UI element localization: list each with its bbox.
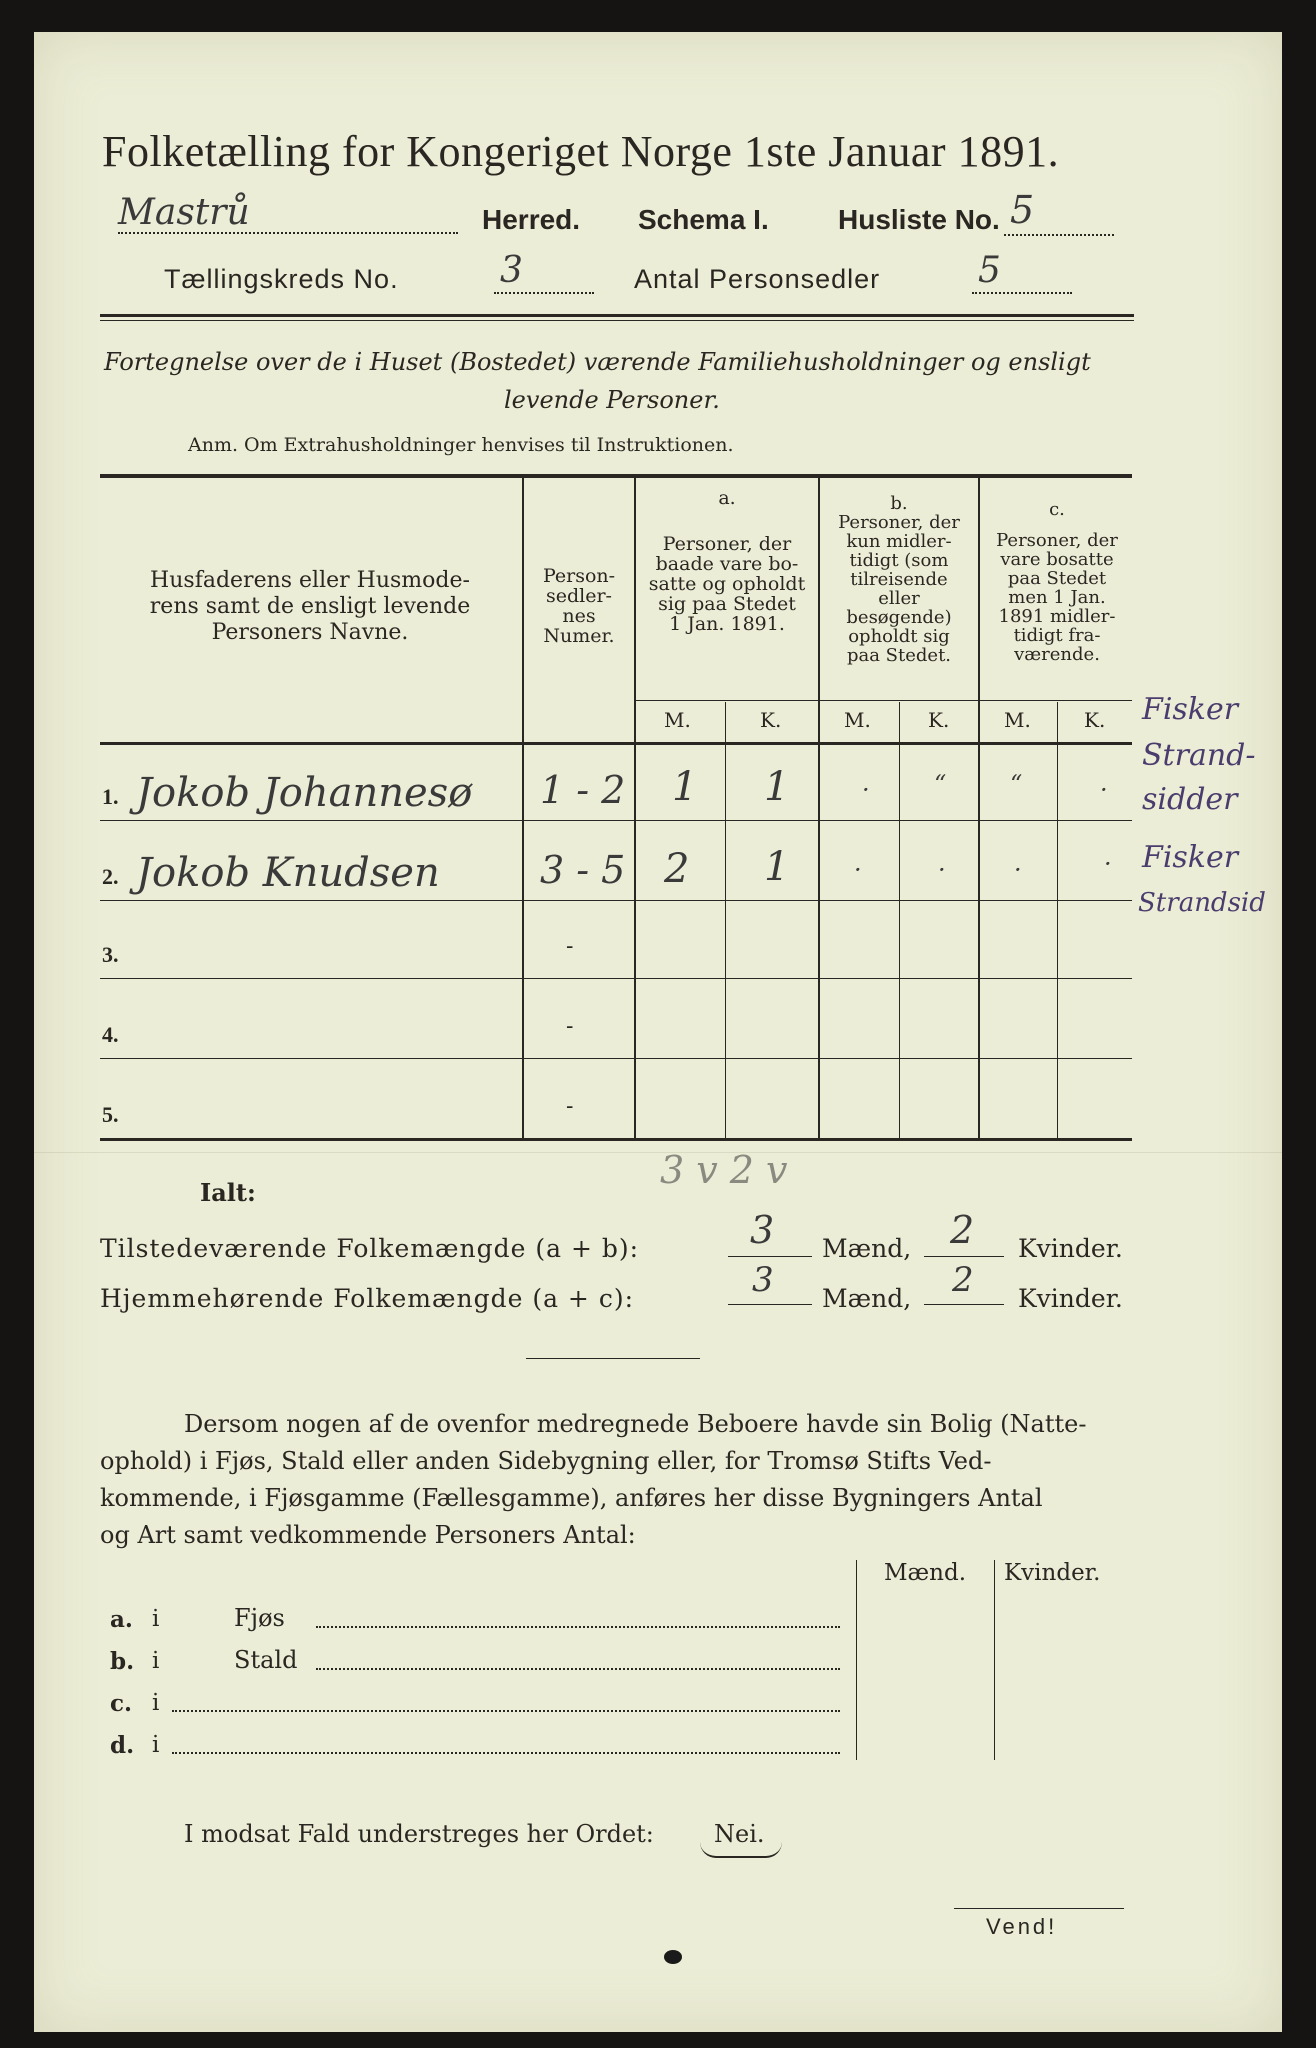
col-name-line: Personers Navne.	[211, 620, 409, 645]
col-num-line: sedler-	[546, 585, 612, 607]
herred-dots	[118, 232, 458, 234]
col-b-line: kun midler-	[846, 531, 952, 552]
margin-note: sidder	[1142, 782, 1238, 817]
item-i: i	[152, 1648, 160, 1674]
mk-header: M.	[844, 708, 871, 732]
vend-rule	[954, 1908, 1124, 1909]
col-divider-4	[978, 478, 980, 1138]
buildings-divider-2	[994, 1560, 995, 1760]
col-num-header	[526, 566, 632, 646]
col-name-header	[118, 568, 502, 646]
item-letter: c.	[110, 1690, 133, 1717]
col-b-line: Personer, der	[838, 512, 960, 533]
margin-note: Fisker	[1142, 692, 1239, 727]
col-c-header	[982, 500, 1132, 664]
col-c-line: værende.	[1014, 644, 1100, 665]
margin-note: Strand-	[1142, 738, 1256, 773]
col-b-line: paa Stedet.	[846, 645, 952, 666]
buildings-paragraph	[100, 1406, 1086, 1554]
margin-note: Strandsid	[1138, 888, 1266, 918]
col-num-line: nes	[562, 605, 596, 627]
item-i: i	[152, 1732, 160, 1758]
row-number: 4.	[102, 1022, 119, 1047]
item-i: i	[152, 1606, 160, 1632]
cell-a-k: 1	[764, 844, 790, 890]
col-c-line: men 1 Jan.	[1008, 587, 1106, 608]
row-number: 2.	[102, 864, 119, 889]
mk-header: K.	[760, 708, 782, 732]
anm-note: Anm. Om Extrahusholdninger henvises til Instruktionen.	[188, 434, 734, 456]
row-rule	[100, 820, 1132, 821]
col-a-letter: a.	[718, 487, 736, 509]
col-divider-2	[634, 478, 636, 1138]
col-divider-c	[1057, 702, 1058, 1138]
row-person-numbers: 3 - 5	[540, 848, 626, 892]
row-rule	[100, 978, 1132, 979]
census-form	[34, 32, 1282, 2032]
row-number: 3.	[102, 942, 119, 967]
col-c-line: paa Stedet	[1007, 568, 1107, 589]
separator-rule	[526, 1358, 700, 1359]
cell-c-m: ·	[1014, 856, 1022, 884]
col-b-letter: b.	[890, 493, 908, 514]
row-name: Jokob Johannesø	[136, 770, 473, 816]
row-name: Jokob Knudsen	[136, 850, 440, 896]
col-a-line: sig paa Stedet	[658, 593, 796, 615]
col-a-line: 1 Jan. 1891.	[669, 613, 785, 635]
kvinder-label: Kvinder.	[1018, 1284, 1123, 1313]
buildings-divider-1	[856, 1560, 857, 1760]
item-letter: a.	[110, 1606, 133, 1633]
col-name-line: Husfaderens eller Husmode-	[150, 568, 470, 593]
col-divider-3	[818, 478, 820, 1138]
item-label: Fjøs	[234, 1604, 285, 1632]
hjemme-men: 3	[752, 1260, 774, 1300]
item-dots	[172, 1752, 840, 1754]
nei-underline	[700, 1842, 782, 1858]
col-a-line: Personer, der	[662, 533, 792, 555]
col-divider-b	[899, 702, 900, 1138]
cell-b-m: ·	[854, 856, 862, 884]
margin-note: Fisker	[1142, 840, 1239, 875]
item-label: Stald	[234, 1646, 298, 1674]
row-number: 5.	[102, 1102, 119, 1127]
ialt-label: Ialt:	[200, 1178, 256, 1207]
mk-rule	[634, 700, 1132, 701]
cell-a-m: 2	[664, 846, 690, 892]
col-num-line: Numer.	[543, 625, 615, 647]
ink-blot	[664, 1950, 682, 1964]
cell-b-k: “	[934, 770, 947, 798]
header-rule	[100, 314, 1134, 317]
antal-number: 5	[978, 250, 1001, 291]
col-b-line: tidigt (som	[849, 550, 949, 571]
ialt-handwritten: 3 v 2 v	[660, 1148, 788, 1192]
mk-header: K.	[1084, 708, 1106, 732]
buildings-line: kommende, i Fjøsgamme (Fællesgamme), anføres her disse Bygningers Antal	[100, 1484, 1043, 1512]
cell-c-m: “	[1010, 770, 1023, 798]
mk-header: K.	[928, 708, 950, 732]
col-c-line: Personer, der	[996, 530, 1118, 551]
hjemme-label: Hjemmehørende Folkemængde (a + c):	[100, 1284, 634, 1313]
schema-label: Schema I.	[638, 204, 769, 235]
tilstede-women-line	[924, 1256, 1004, 1257]
buildings-kvinder-header: Kvinder.	[1004, 1560, 1101, 1586]
husliste-dots	[1004, 234, 1114, 236]
cell-c-k: ·	[1104, 850, 1112, 878]
mk-header: M.	[664, 708, 691, 732]
vend-label: Vend!	[986, 1914, 1058, 1939]
row-rule	[100, 1058, 1132, 1059]
husliste-label: Husliste No.	[838, 204, 1000, 235]
tilstede-men-line	[728, 1256, 812, 1257]
mk-header: M.	[1004, 708, 1031, 732]
row-person-numbers: -	[566, 1094, 574, 1119]
cell-b-m: ·	[862, 776, 870, 804]
cell-a-m: 1	[672, 764, 698, 810]
cell-a-k: 1	[764, 764, 790, 810]
col-a-line: baade vare bo-	[655, 553, 799, 575]
col-b-line: eller	[878, 588, 920, 609]
col-b-line: opholdt sig	[848, 626, 950, 647]
item-letter: d.	[110, 1732, 135, 1759]
buildings-maend-header: Mænd.	[884, 1560, 967, 1586]
row-person-numbers: -	[566, 1014, 574, 1039]
row-number: 1.	[102, 784, 119, 809]
hjemme-men-line	[728, 1304, 812, 1305]
item-dots	[316, 1626, 840, 1628]
col-divider-1	[522, 478, 524, 1138]
footer-note: I modsat Fald understreges her Ordet:	[184, 1820, 654, 1848]
husliste-number: 5	[1010, 188, 1035, 232]
col-name-line: rens samt de ensligt levende	[149, 594, 471, 619]
col-num-line: Person-	[542, 565, 616, 587]
col-b-line: besøgende)	[846, 607, 952, 628]
item-i: i	[152, 1690, 160, 1716]
col-divider-a	[725, 702, 726, 1138]
header-rule-thin	[100, 320, 1134, 321]
antal-label: Antal Personsedler	[634, 264, 881, 294]
buildings-line: ophold) i Fjøs, Stald eller anden Sidebygning eller, for Tromsø Stifts Ved-	[100, 1447, 992, 1475]
kreds-label: Tællingskreds No.	[164, 264, 399, 294]
col-a-line: satte og opholdt	[648, 573, 806, 595]
col-c-line: tidigt fra-	[1013, 625, 1101, 646]
maend-label: Mænd,	[822, 1284, 912, 1313]
tilstede-men: 3	[750, 1208, 775, 1252]
row-person-numbers: -	[566, 934, 574, 959]
buildings-line: og Art samt vedkommende Personers Antal:	[100, 1521, 636, 1549]
buildings-line: Dersom nogen af de ovenfor medregnede Beboere havde sin Bolig (Natte-	[184, 1410, 1087, 1438]
col-c-line: vare bosatte	[1000, 549, 1114, 570]
kvinder-label: Kvinder.	[1018, 1234, 1123, 1263]
row-person-numbers: 1 - 2	[540, 768, 626, 812]
item-letter: b.	[110, 1648, 135, 1675]
col-b-header	[822, 494, 976, 665]
intro-line-2: levende Personer.	[504, 386, 720, 414]
hjemme-women-line	[924, 1304, 1004, 1305]
col-c-letter: c.	[1049, 499, 1065, 520]
item-dots	[172, 1710, 840, 1712]
intro-line-1: Fortegnelse over de i Huset (Bostedet) værende Familiehusholdninger og ensligt	[104, 348, 1091, 376]
form-title: Folketælling for Kongeriget Norge 1ste Januar 1891.	[102, 127, 1060, 176]
item-dots	[316, 1668, 840, 1670]
cell-b-k: ·	[938, 856, 946, 884]
nei-word: Nei.	[714, 1820, 765, 1848]
antal-dots	[972, 292, 1072, 294]
table-bottom-rule	[100, 1138, 1132, 1141]
hjemme-women: 2	[952, 1260, 974, 1300]
col-c-line: 1891 midler-	[998, 606, 1116, 627]
cell-c-k: ·	[1100, 776, 1108, 804]
tilstede-women: 2	[950, 1208, 975, 1252]
kreds-dots	[494, 292, 594, 294]
herred-label: Herred.	[482, 204, 581, 235]
tilstede-label: Tilstedeværende Folkemængde (a + b):	[100, 1234, 640, 1263]
kreds-number: 3	[500, 250, 523, 291]
herred-name: Mastrů	[118, 192, 250, 233]
col-a-header	[638, 488, 816, 634]
maend-label: Mænd,	[822, 1234, 912, 1263]
row-rule	[100, 900, 1132, 901]
col-b-line: tilreisende	[850, 569, 948, 590]
